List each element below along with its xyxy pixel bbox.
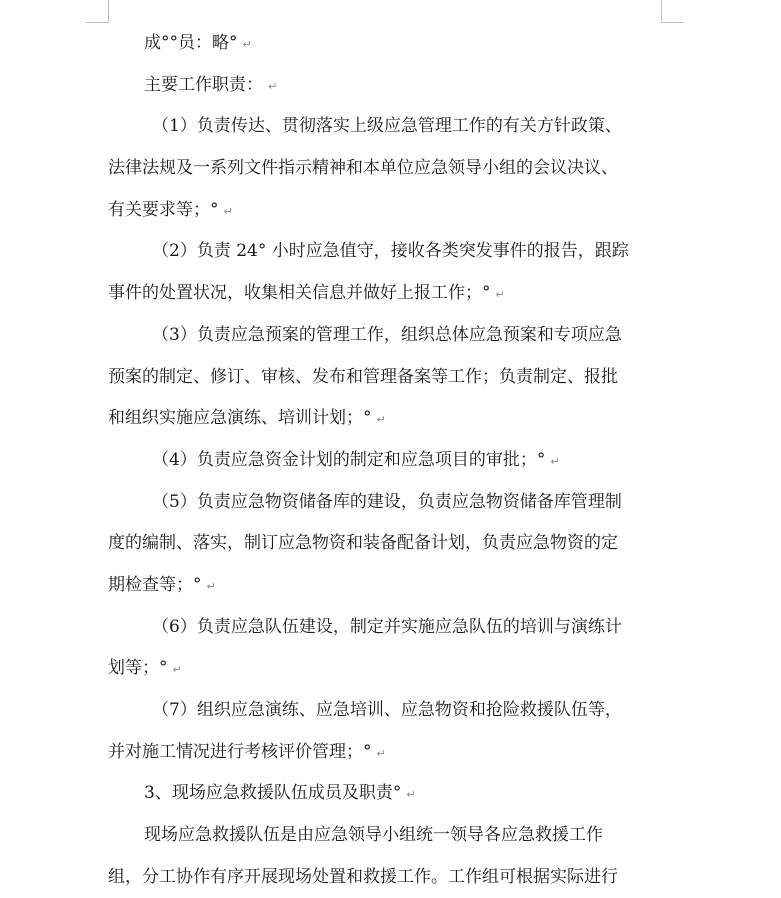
line-text: 3、现场应急救援队伍成员及职责°: [144, 783, 402, 804]
text-line: [108, 857, 664, 898]
line-text: 期检查等；°: [108, 574, 202, 595]
line-text: （1）负责传达、贯彻落实上级应急管理工作的有关方针政策、: [152, 116, 622, 137]
text-line: [108, 148, 664, 190]
text-line: [108, 273, 664, 315]
line-text: （2）负责 24° 小时应急值守，接收各类突发事件的报告，跟踪: [152, 241, 629, 262]
paragraph-mark-icon: ↵: [172, 663, 182, 677]
page-margin-corner-left: [86, 0, 109, 23]
text-line: [108, 398, 664, 440]
line-text: 成°°员：略°: [144, 33, 238, 53]
line-text: 法律法规及一系列文件指示精神和本单位应急领导小组的会议决议、: [108, 158, 618, 179]
page-margin-corner-right: [661, 0, 684, 23]
paragraph-mark-icon: ↵: [406, 788, 416, 802]
paragraph-mark-icon: ↵: [376, 746, 386, 760]
line-text: （6）负责应急队伍建设，制定并实施应急队伍的培训与演练计: [152, 616, 622, 637]
text-line: [108, 231, 664, 273]
paragraph-mark-icon: ↵: [495, 288, 505, 302]
text-line: [108, 482, 664, 524]
paragraph-mark-icon: ↵: [206, 579, 216, 593]
line-text: （4）负责应急资金计划的制定和应急项目的审批；°: [152, 449, 546, 470]
text-line: [108, 815, 664, 857]
line-text: 划等；°: [108, 658, 168, 679]
text-line: [108, 523, 664, 565]
paragraph-mark-icon: ↵: [223, 204, 233, 218]
line-text: （7）组织应急演练、应急培训、应急物资和抢险救援队伍等，: [152, 700, 622, 720]
text-line: [108, 23, 664, 65]
paragraph-mark-icon: ↵: [268, 79, 278, 93]
text-line: [108, 607, 664, 649]
line-text: （3）负责应急预案的管理工作，组织总体应急预案和专项应急: [152, 324, 622, 345]
line-text: 有关要求等；°: [108, 199, 219, 220]
text-line: [108, 440, 664, 482]
paragraph-mark-icon: ↵: [550, 454, 560, 468]
text-line: [108, 690, 664, 732]
line-text: （5）负责应急物资储备库的建设，负责应急物资储备库管理制: [152, 491, 622, 512]
line-text: 并对施工情况进行考核评价管理；°: [108, 741, 372, 762]
line-text: 主要工作职责：: [144, 74, 263, 95]
line-text: 预案的制定、修订、审核、发布和管理备案等工作；负责制定、报批: [108, 366, 618, 387]
line-text: 和组织实施应急演练、培训计划；°: [108, 408, 372, 429]
text-line: [108, 190, 664, 232]
text-line: [108, 357, 664, 399]
text-line: [108, 65, 664, 107]
text-line: [108, 648, 664, 690]
text-line: [108, 106, 664, 148]
line-text: 组，分工协作有序开展现场处置和救援工作。工作组可根据实际进行: [108, 866, 618, 887]
paragraph-mark-icon: ↵: [242, 38, 252, 51]
text-line: [108, 565, 664, 607]
line-text: 现场应急救援队伍是由应急领导小组统一领导各应急救援工作: [144, 825, 603, 846]
text-line: [108, 732, 664, 774]
line-text: 事件的处置状况，收集相关信息并做好上报工作；°: [108, 283, 491, 304]
paragraph-mark-icon: ↵: [376, 413, 386, 427]
line-text: 度的编制、落实，制订应急物资和装备配备计划，负责应急物资的定: [108, 533, 618, 554]
text-line: [108, 773, 664, 815]
text-line: [108, 315, 664, 357]
document-body[interactable]: [108, 23, 664, 898]
